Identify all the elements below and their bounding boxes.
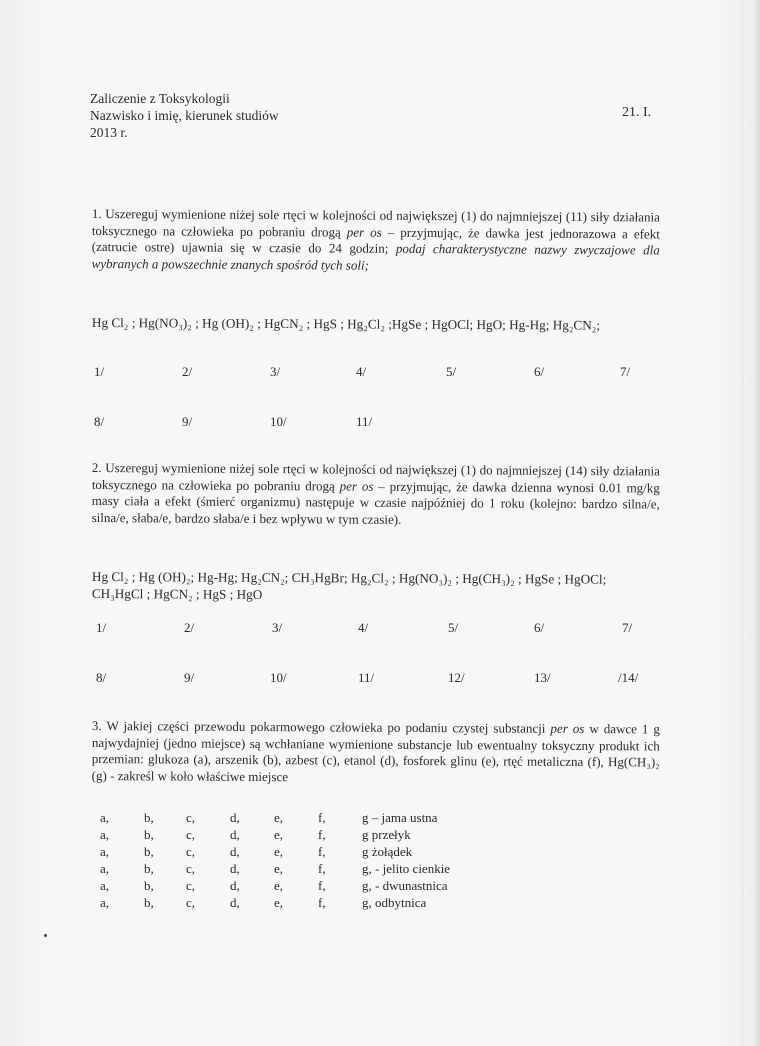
option-g-label[interactable]: g, odbytnica — [362, 895, 427, 910]
option-e[interactable]: e, — [274, 827, 284, 842]
option-d[interactable]: d, — [230, 895, 240, 910]
option-f[interactable]: f, — [318, 861, 326, 876]
option-a[interactable]: a, — [100, 810, 110, 825]
answer-slot: 13/ — [534, 670, 551, 685]
q1-per-os: per os — [346, 224, 382, 240]
option-g-label[interactable]: g – jama ustna — [362, 810, 438, 825]
option-f[interactable]: f, — [318, 878, 326, 893]
option-g-label[interactable]: g przełyk — [362, 827, 411, 842]
option-d[interactable]: d, — [230, 878, 240, 893]
exam-date: 21. I. — [622, 105, 652, 120]
option-b[interactable]: b, — [144, 844, 154, 859]
option-a[interactable]: a, — [100, 895, 110, 910]
option-a[interactable]: a, — [100, 878, 110, 893]
q3-option-row-jama-ustna — [100, 810, 500, 827]
answer-slot: 6/ — [534, 620, 545, 635]
answer-slot: 1/ — [94, 364, 105, 379]
question-2-salts-list: Hg Cl₂ ; Hg (OH)₂; Hg-Hg; Hg₂CN₂; CH₃HgBr; Hg₂Cl₂ ; Hg(NO₃)₂ ; Hg(CH₃)₂ ; HgSe ; HgOCl; CH₃HgCl ; HgCN₂ ; HgS ; HgO — [91, 569, 607, 602]
option-b[interactable]: b, — [144, 895, 154, 910]
q3-per-os: per os — [550, 720, 585, 737]
option-g-label[interactable]: g, - jelito cienkie — [362, 861, 451, 876]
q3-option-row-odbytnica — [100, 895, 500, 912]
answer-slot: /14/ — [618, 670, 639, 685]
answer-slot: 8/ — [94, 414, 105, 429]
answer-slot: 9/ — [184, 670, 195, 685]
option-f[interactable]: f, — [318, 844, 326, 859]
answer-slot: 5/ — [446, 364, 457, 379]
q2-text-part2: – przyjmując, że dawka dzienna wynosi 0.01 mg/kg masy ciała a efekt (śmierć organizmu) następuje w czasie najpóźniej do 1 roku (kolejno: bardzo silna/e, silna/e, słaba/e, bardzo słaba/e i bez wpływu w tym czasie). — [91, 478, 660, 527]
exam-header — [90, 90, 279, 141]
q3-option-row-zoladek — [100, 844, 500, 861]
answer-slot: 5/ — [448, 620, 459, 635]
answer-slot: 3/ — [270, 364, 281, 379]
option-e[interactable]: e, — [274, 810, 284, 825]
option-c[interactable]: c, — [186, 861, 196, 876]
option-e[interactable]: e, — [274, 895, 284, 910]
answer-slot: 2/ — [182, 364, 193, 379]
q2-answer-row-1 — [94, 620, 654, 638]
student-name-line: Nazwisko i imię, kierunek studiów — [90, 108, 279, 123]
answer-slot: 7/ — [622, 620, 633, 635]
option-f[interactable]: f, — [318, 810, 326, 825]
question-2-text — [92, 460, 660, 529]
option-d[interactable]: d, — [230, 844, 240, 859]
option-g-label[interactable]: g, - dwunastnica — [362, 878, 448, 893]
answer-slot: 8/ — [96, 670, 107, 685]
option-g-label[interactable]: g żołądek — [362, 844, 413, 859]
paper-crease — [742, 0, 743, 1046]
answer-slot: 1/ — [96, 620, 107, 635]
answer-slot: 7/ — [620, 364, 631, 379]
exam-title: Zaliczenie z Toksykologii — [90, 91, 230, 106]
option-c[interactable]: c, — [186, 895, 196, 910]
option-b[interactable]: b, — [144, 827, 154, 842]
option-f[interactable]: f, — [318, 895, 326, 910]
q3-option-row-dwunastnica — [100, 878, 500, 895]
option-e[interactable]: e, — [274, 878, 284, 893]
option-d[interactable]: d, — [230, 810, 240, 825]
answer-slot: 4/ — [358, 620, 369, 635]
option-e[interactable]: e, — [274, 861, 284, 876]
answer-slot: 12/ — [448, 670, 465, 685]
q3-option-row-jelito-cienkie — [100, 861, 500, 878]
q2-answer-row-2 — [94, 670, 654, 688]
answer-slot: 10/ — [270, 414, 287, 429]
exam-year: 2013 r. — [90, 125, 128, 140]
q2-text-part1: 2. Uszereguj wymienione niżej sole rtęci w kolejności od największej (1) do najmniejszej (14) siły działania toksycznego na człowieka po pobraniu drogą — [91, 460, 660, 494]
question-3-text — [92, 718, 660, 787]
q3-option-row-przelyk — [100, 827, 500, 844]
option-c[interactable]: c, — [186, 827, 196, 842]
option-a[interactable]: a, — [100, 844, 110, 859]
answer-slot: 3/ — [272, 620, 283, 635]
q2-per-os: per os — [339, 478, 374, 494]
q1-answer-row-2 — [94, 414, 654, 432]
q3-text-part1: 3. W jakiej części przewodu pokarmowego człowieka po podaniu czystej substancji — [91, 718, 551, 736]
option-f[interactable]: f, — [318, 827, 326, 842]
q1-answer-row-1 — [94, 364, 654, 382]
question-1-text — [92, 206, 660, 275]
option-b[interactable]: b, — [144, 810, 154, 825]
option-c[interactable]: c, — [186, 810, 196, 825]
answer-slot: 9/ — [182, 414, 193, 429]
question-1-salts-list: Hg Cl₂ ; Hg(NO₃)₂ ; Hg (OH)₂ ; HgCN₂ ; HgS ; Hg₂Cl₂ ;HgSe ; HgOCl; HgO; Hg-Hg; Hg₂CN₂; — [91, 315, 601, 333]
option-c[interactable]: c, — [186, 844, 196, 859]
answer-slot: 10/ — [270, 670, 287, 685]
answer-slot: 6/ — [534, 364, 545, 379]
q3-text-part2: w dawce 1 g najwydajniej (jedno miejsce) są wchłaniane wymienione substancje lub ewentualny toksyczny produkt ich przemian: glukoza (a), arszenik (b), azbest (c), etanol (d), fosforek glinu (e), rtęć metaliczna (f), Hg(CH₃)₂ (g) - zakreśl w koło właściwe miejsce — [91, 721, 661, 784]
option-d[interactable]: d, — [230, 827, 240, 842]
answer-slot: 11/ — [356, 414, 373, 429]
scan-speck — [44, 934, 47, 937]
page-edge-shadow — [754, 0, 760, 1046]
option-e[interactable]: e, — [274, 844, 284, 859]
option-d[interactable]: d, — [230, 861, 240, 876]
q1-text-part2: – przyjmując, że dawka jest jednorazowa a efekt (zatrucie ostre) ujawnia się w czasie do 24 godzin; — [91, 224, 660, 256]
answer-slot: 2/ — [184, 620, 195, 635]
option-c[interactable]: c, — [186, 878, 196, 893]
option-a[interactable]: a, — [100, 861, 110, 876]
option-a[interactable]: a, — [100, 827, 110, 842]
q1-italic-instruction: podaj charakterystyczne nazwy zwyczajowe dla wybranych a powszechnie znanych spośród tych soli; — [91, 240, 660, 273]
option-b[interactable]: b, — [144, 878, 154, 893]
option-b[interactable]: b, — [144, 861, 154, 876]
answer-slot: 4/ — [356, 364, 367, 379]
answer-slot: 11/ — [358, 670, 375, 685]
q1-text-part1: 1. Uszereguj wymienione niżej sole rtęci w kolejności od największej (1) do najmniejszej (11) siły działania toksycznego na człowieka po pobraniu drogą — [91, 206, 660, 240]
